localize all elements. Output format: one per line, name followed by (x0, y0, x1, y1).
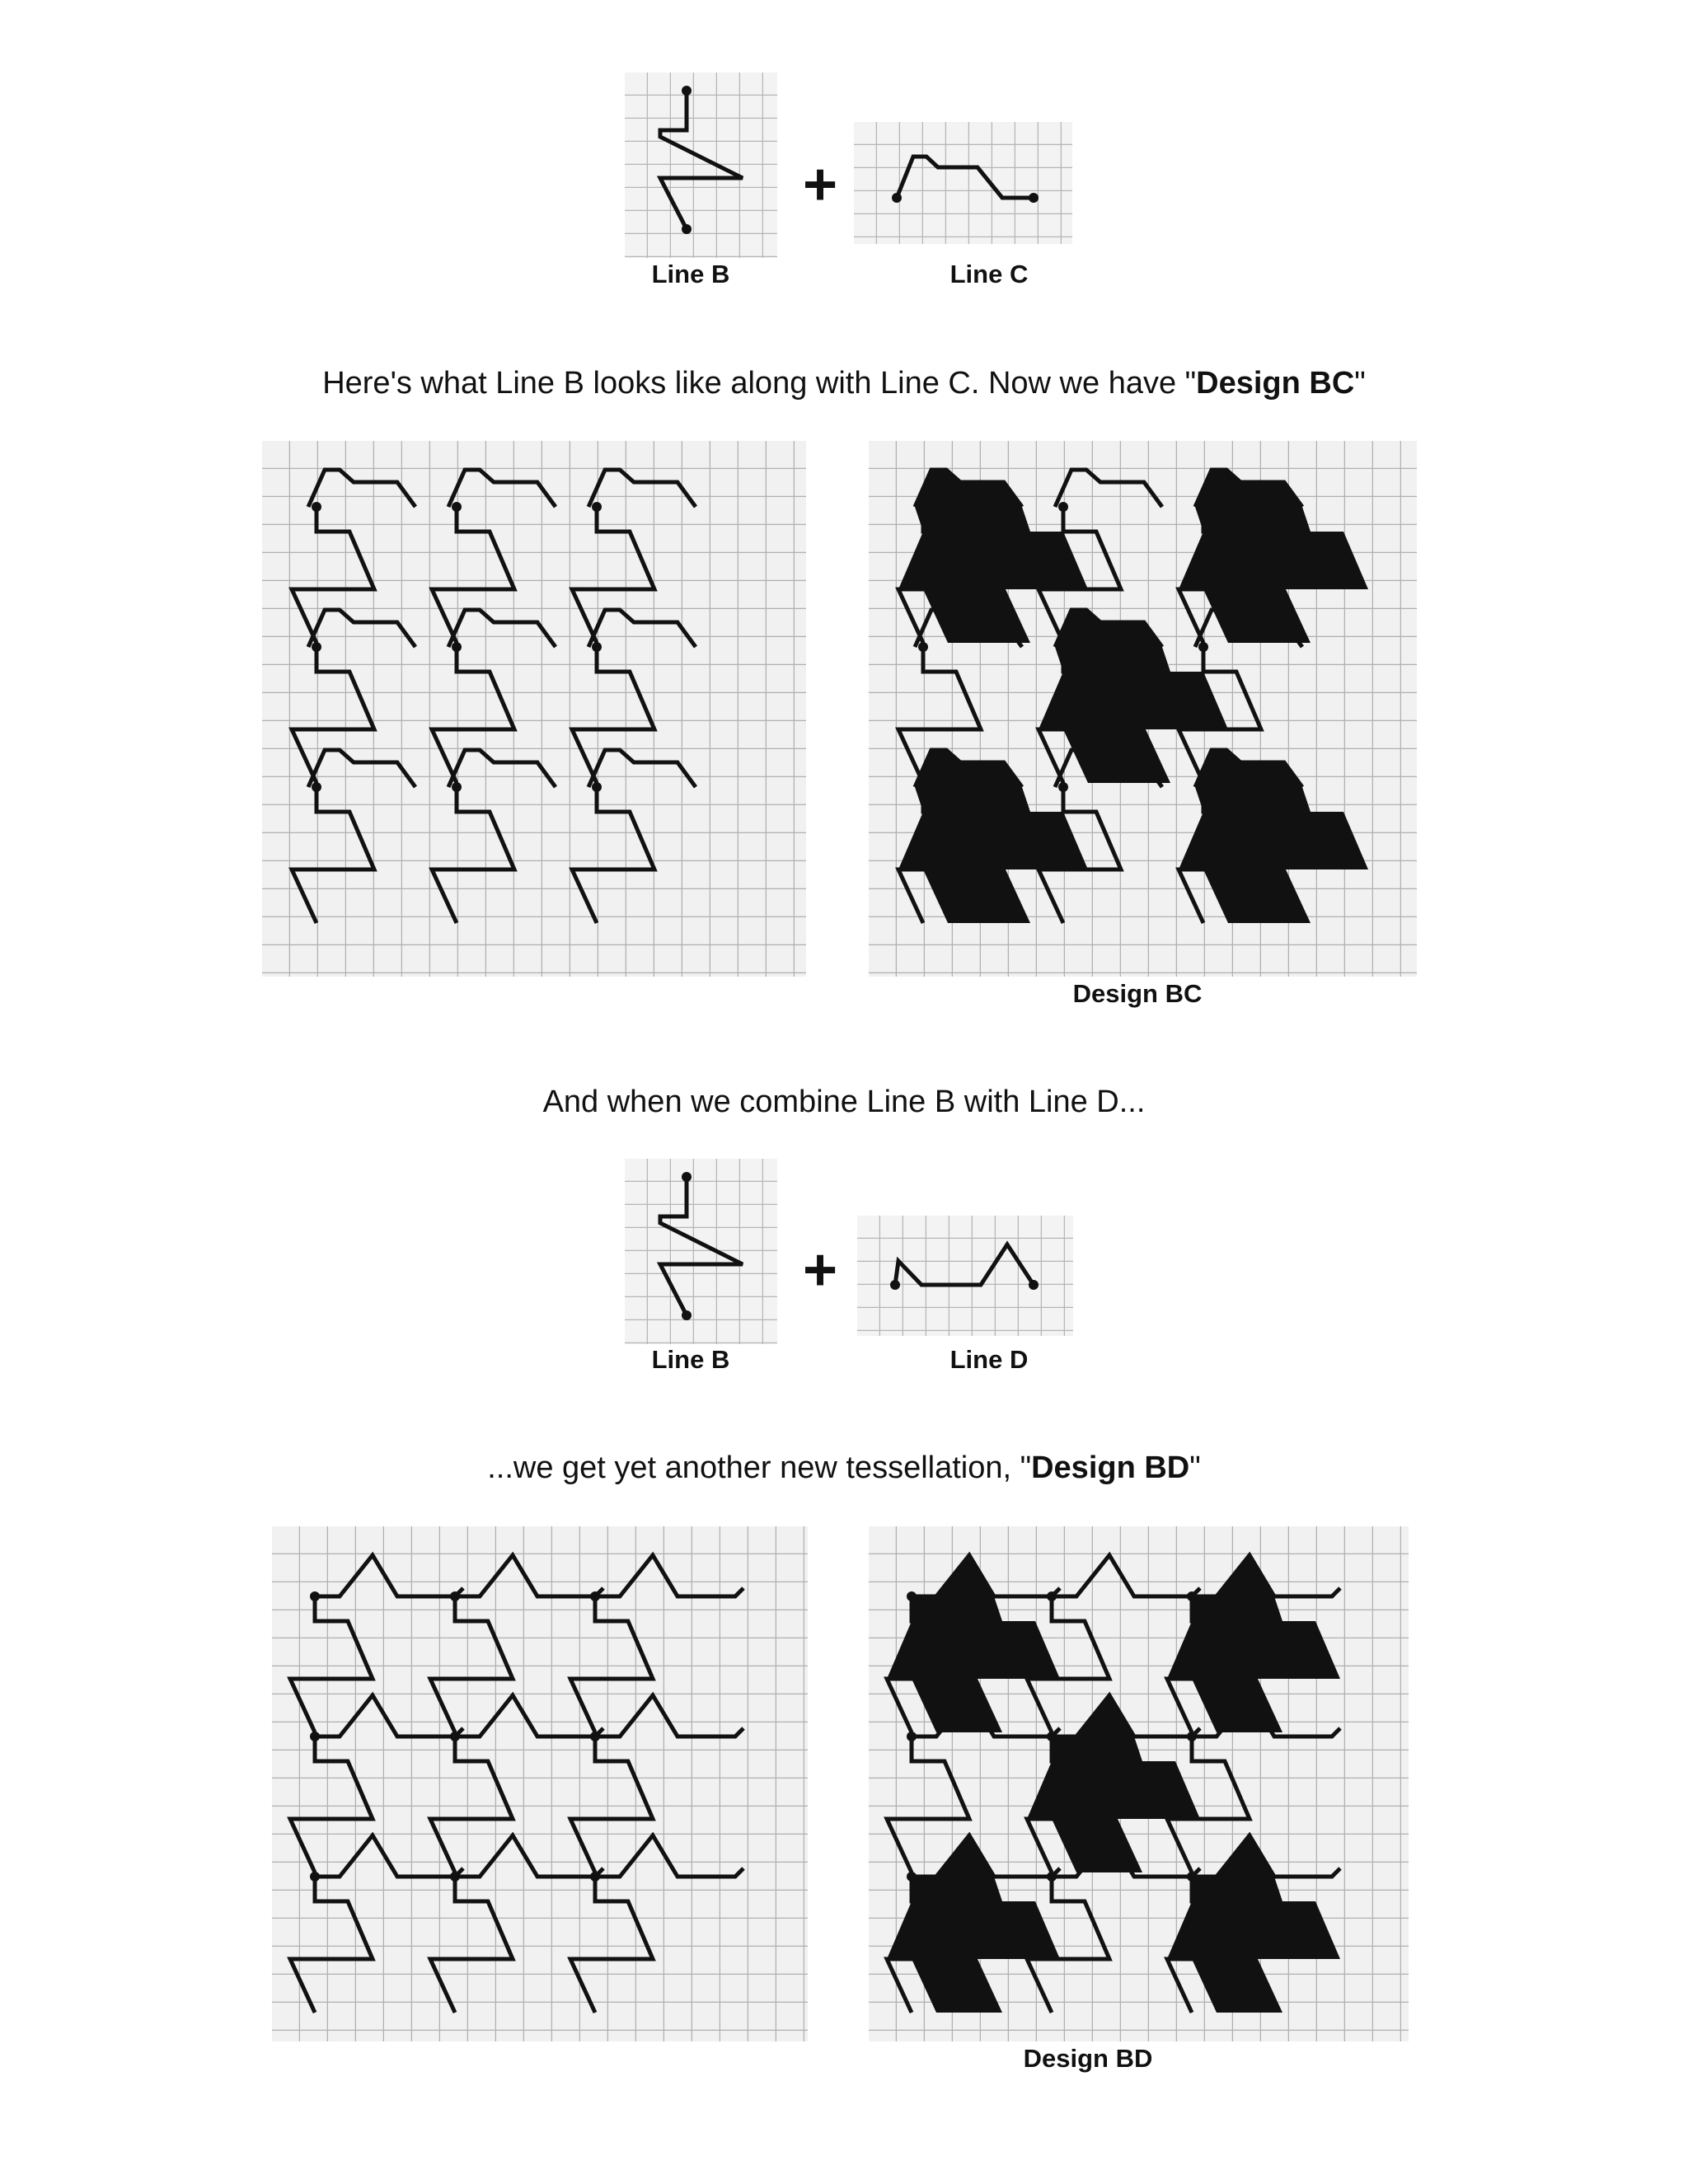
design-bd-sentence: ...we get yet another new tessellation, "Design BD" (487, 1451, 1201, 1485)
line-d-swatch (857, 1216, 1073, 1336)
line-c-label: Line C (950, 260, 1029, 288)
line-b-swatch (625, 73, 777, 258)
line-d-label: Line D (950, 1345, 1029, 1374)
design-bc-sentence: Here's what Line B looks like along with Line C. Now we have "Design BC" (322, 366, 1366, 401)
plus-sign-2: + (803, 1237, 838, 1303)
design-bd-filled (869, 1526, 1409, 2041)
design-bd-caption: Design BD (1023, 2044, 1153, 2073)
line-b-label: Line B (651, 260, 730, 288)
design-bc-caption: Design BC (1072, 979, 1203, 1008)
design-bc-outline (262, 441, 806, 977)
line-b-swatch-2 (625, 1159, 777, 1344)
plus-sign: + (803, 152, 838, 218)
line-b-label-2: Line B (651, 1345, 730, 1374)
line-c-swatch (854, 122, 1072, 244)
design-bd-outline (272, 1526, 808, 2041)
design-bd-emphasis: Design BD (1031, 1451, 1190, 1485)
design-bc-emphasis: Design BC (1196, 366, 1355, 401)
combine-sentence: And when we combine Line B with Line D... (542, 1085, 1146, 1119)
design-bc-filled (869, 441, 1417, 977)
